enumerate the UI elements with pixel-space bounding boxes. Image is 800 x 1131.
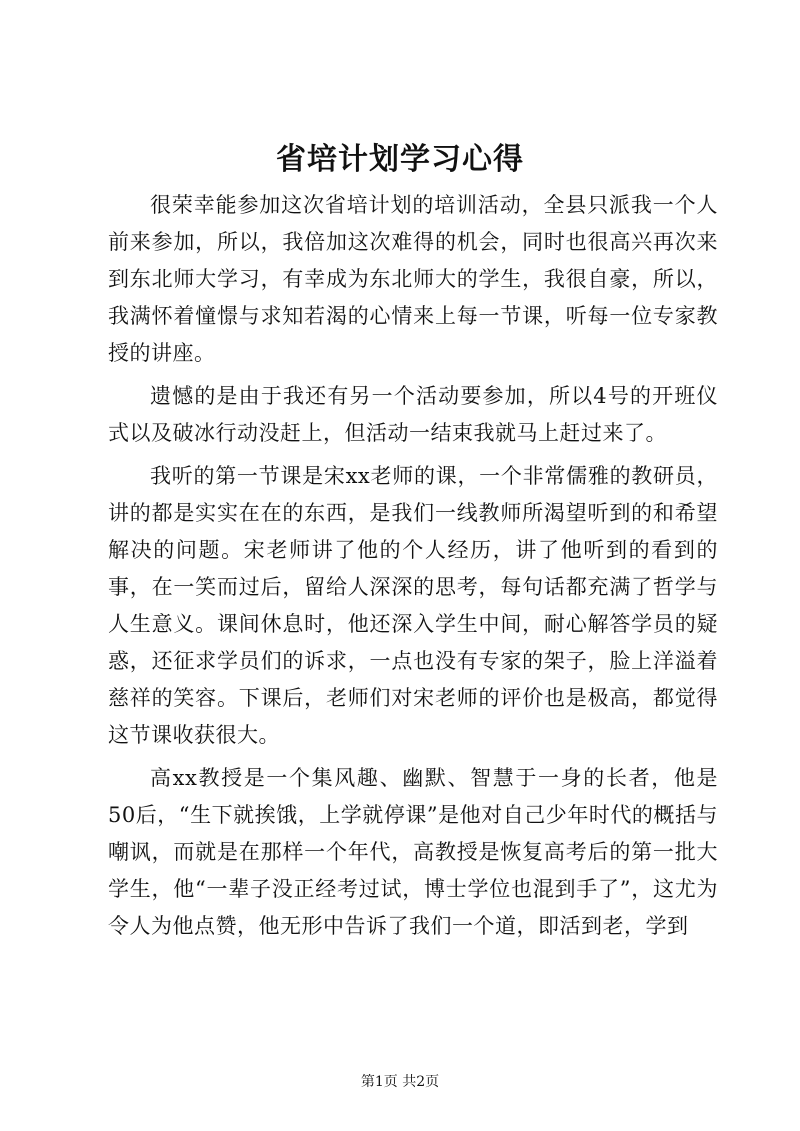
paragraph: 遗憾的是由于我还有另一个活动要参加，所以4号的开班仪式以及破冰行动没赶上，但活动一结束我就马上赶过来了。 — [108, 384, 718, 445]
page-number-footer: 第1页 共2页 — [360, 1074, 440, 1090]
document-title: 省培计划学习心得 — [276, 142, 524, 177]
paragraph: 我听的第一节课是宋xx老师的课，一个非常儒雅的教研员，讲的都是实实在在的东西，是我们一线教师所渴望听到的和希望解决的问题。宋老师讲了他的个人经历，讲了他听到的看到的事，在一笑而过后，留给人深深的思考，每句话都充满了哲学与人生意义。课间休息时，他还深入学生中间，耐心解答学员的疑惑，还征求学员们的诉求，一点也没有专家的架子，脸上洋溢着慈祥的笑容。下课后，老师们对宋老师的评价也是极高，都觉得这节课收获很大。 — [108, 464, 718, 747]
paragraph: 高xx教授是一个集风趣、幽默、智慧于一身的长者，他是50后，“生下就挨饿，上学就停课”是他对自己少年时代的概括与嘲讽，而就是在那样一个年代，高教授是恢复高考后的第一批大学生，他“一辈子没正经考过试，博士学位也混到手了”，这尤为令人为他点赞，他无形中告诉了我们一个道，即活到老，学到 — [108, 766, 718, 938]
paragraph: 很荣幸能参加这次省培计划的培训活动，全县只派我一个人前来参加，所以，我倍加这次难得的机会，同时也很高兴再次来到东北师大学习，有幸成为东北师大的学生，我很自豪，所以，我满怀着憧憬与求知若渴的心情来上每一节课，听每一位专家教授的讲座。 — [108, 193, 718, 365]
document-body — [108, 187, 718, 951]
